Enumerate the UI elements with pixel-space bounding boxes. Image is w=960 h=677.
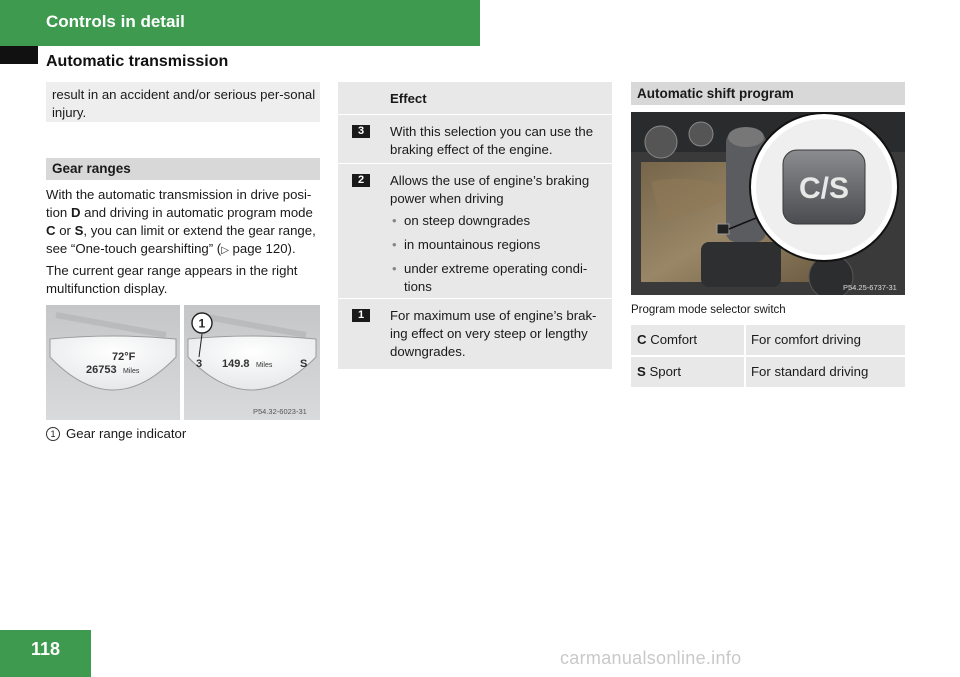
p1-text-or: or [55,223,75,238]
header-bar [0,0,480,46]
key-2-icon: 2 [352,174,370,187]
shift-program-heading [631,82,905,105]
gear-ranges-paragraph-2: The current gear range appears in the right multifunction display. [46,263,298,296]
p1-mode-s: S [74,223,84,238]
figure-ref: P54.32-6023-31 [253,407,307,416]
p1-text-d: page 120). [228,241,296,256]
figure-legend [46,426,186,441]
page-subtitle: Automatic transmission [46,53,229,70]
bullet-item: • under extreme operating condi-tions [390,260,606,296]
program-name: Comfort [650,332,698,347]
temp-readout: 72°F [112,351,136,363]
table-row [338,164,612,299]
effect-text-3: With this selection you can use the braking effect of the engine. [390,124,594,157]
selector-switch-photo [631,112,905,295]
legend-number-icon: 1 [46,427,60,441]
page-number: 118 [30,639,61,659]
effect-text-2: Allows the use of engine’s braking power when driving [390,173,590,206]
watermark: carmanualsonline.info [560,648,742,668]
trip-unit: Miles [256,362,273,369]
table-row [631,325,905,357]
p1-drive-d: D [70,205,81,220]
shift-program-heading-text: Automatic shift program [637,86,794,101]
odometer-unit: Miles [123,368,140,375]
key-1-icon: 1 [352,309,370,322]
program-desc: For comfort driving [751,332,861,347]
program-desc: For standard driving [751,364,869,379]
program-cell [637,332,697,347]
program-key-c: C [637,332,647,347]
p1-text-a: With the automatic transmission in drive posi-tion [46,187,312,220]
multifunction-display-figure [46,305,320,420]
gear-ranges-heading-text: Gear ranges [52,161,131,176]
key-3-icon: 3 [352,125,370,138]
display-illustration [46,305,320,420]
mode-readout: S [300,358,308,370]
odometer-readout: 26753 [86,364,117,376]
gear-ranges-paragraph-1 [46,186,322,260]
gear-ranges-heading [46,158,320,180]
section-title: Controls in detail [46,12,185,31]
warning-text: result in an accident and/or serious per-sonal injury. [52,87,316,120]
table-row [338,299,612,370]
legend-text: Gear range indicator [66,426,187,441]
page-ref-arrow-icon: ▷ [221,245,229,256]
photo-ref: P54.25-6737-31 [843,283,897,292]
p1-text-b: and driving in automatic program mode [80,205,313,220]
table-row [338,115,612,164]
header-marker [0,46,38,64]
program-cell [637,364,681,379]
console-illustration [631,112,905,295]
p1-text-c: , you can limit or extend the gear range, see “One-touch gearshifting” ( [46,223,316,256]
trip-readout: 149.8 [222,358,250,370]
table-row [631,357,905,389]
program-name: Sport [649,364,681,379]
warning-box [46,82,320,122]
gear-readout: 3 [196,358,203,370]
effect-table-header [338,82,612,115]
effect-table [338,82,612,370]
bullet-item: • on steep downgrades [390,212,606,230]
effect-bullets [390,212,606,296]
effect-text-1: For maximum use of engine’s brak-ing effect on very steep or lengthy downgrades. [390,308,597,359]
page-number-tab [0,630,91,677]
program-table [631,325,905,389]
effect-header-label: Effect [390,91,427,106]
photo-caption: Program mode selector switch [631,304,786,316]
bullet-item: • in mountainous regions [390,236,606,254]
cs-button-label: C/S [798,172,850,205]
callout-number: 1 [198,316,206,331]
program-key-s: S [637,364,646,379]
p1-mode-c: C [46,223,56,238]
